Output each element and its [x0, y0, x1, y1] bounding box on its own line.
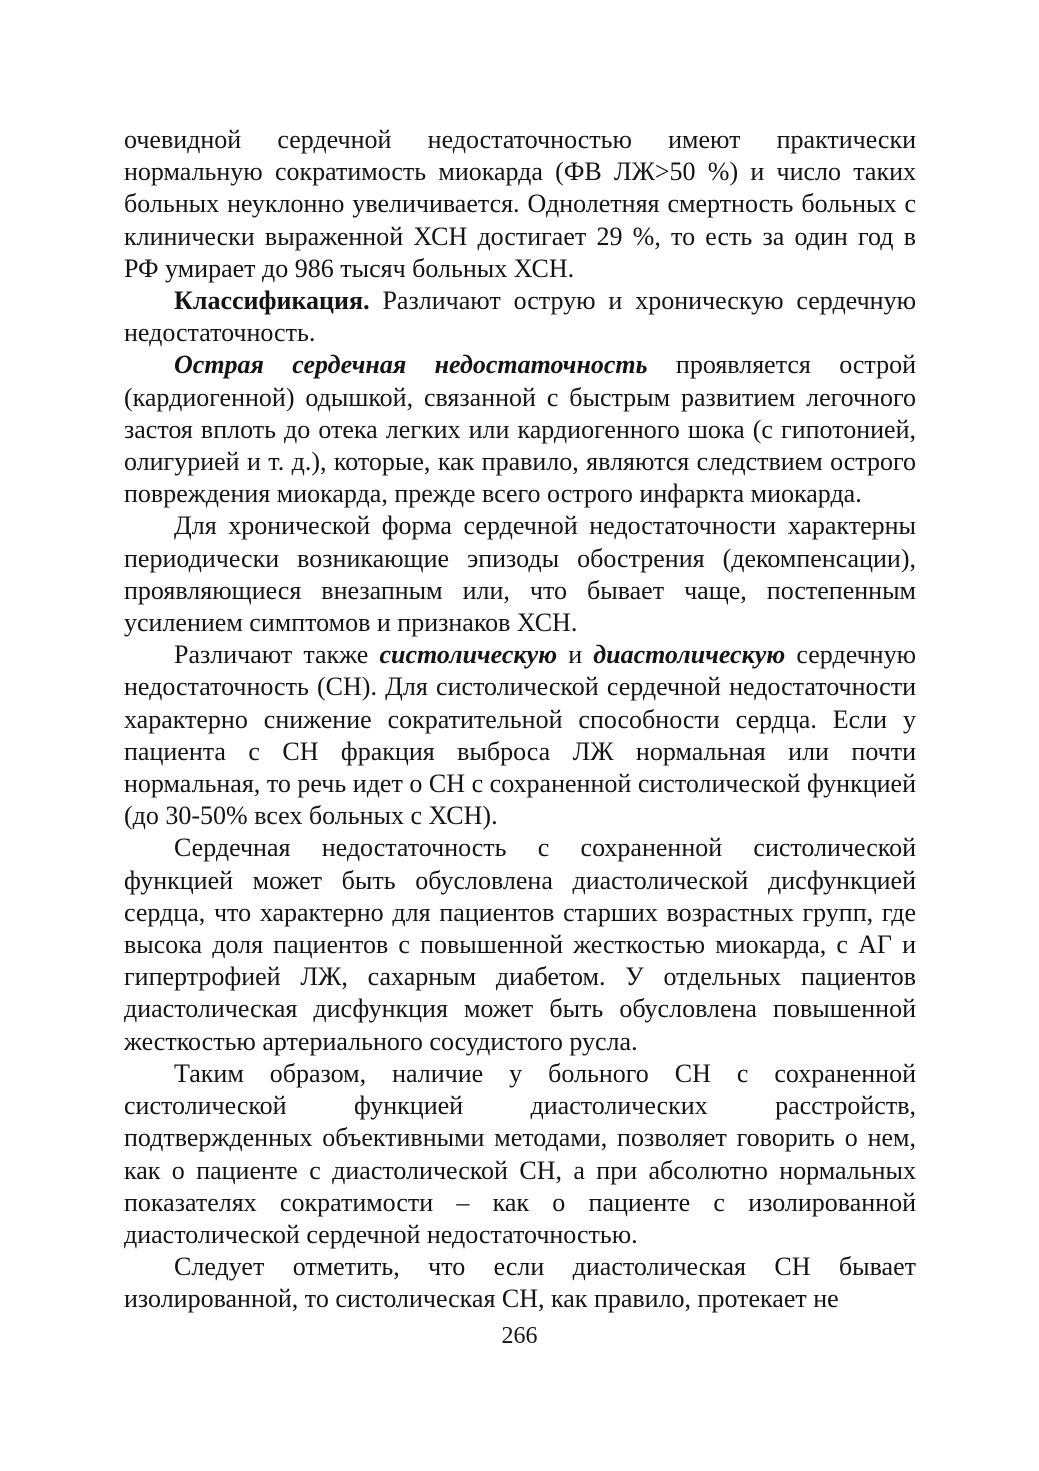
paragraph-systolic-diastolic	[124, 639, 916, 832]
paragraph-classification	[124, 285, 916, 349]
paragraph-continuation: очевидной сердечной недостаточностью имеют практически нормальную сократимость миокарда (ФВ ЛЖ>50 %) и число таких больных неуклонно увеличивается. Однолетняя смертность больных с клинически выраженной ХСН достигает 29 %, то есть за один год в РФ умирает до 986 тысяч больных ХСН.	[124, 125, 916, 283]
paragraph-chronic-hf: Для хронической форма сердечной недостаточности характерны периодически возникающие эпизоды обострения (декомпенсации), проявляющиеся внезапным или, что бывает чаще, постепенным усилением симптомов и признаков ХСН.	[124, 511, 916, 638]
paragraph-acute-hf	[124, 349, 916, 510]
page-number: 266	[501, 1323, 538, 1349]
diastolic-term: диастолическую	[593, 640, 786, 670]
sd-text-b: и	[557, 640, 594, 670]
acute-hf-text: проявляется острой (кардиогенной) одышкой, связанной с быстрым развитием легочного застоя вплоть до отека легких или кардиогенного шока (с гипотонией, олигурией и т. д.), которые, как правило, являются следствием острого повреждения миокарда, прежде всего острого инфаркта миокарда.	[124, 350, 917, 509]
paragraph-preserved-function: Сердечная недостаточность с сохраненной систолической функцией может быть обусловлена диастолической дисфункцией сердца, что характерно для пациентов старших возрастных групп, где высока доля пациентов с повышенной жесткостью миокарда, с АГ и гипертрофией ЛЖ, сахарным диабетом. У отдельных пациентов диастолическая дисфункция может быть обусловлена повышенной жесткостью артериального сосудистого русла.	[124, 833, 916, 1056]
classification-heading: Классификация.	[174, 286, 370, 316]
systolic-term: систолическую	[379, 640, 558, 670]
paragraph-note: Следует отметить, что если диастолическая СН бывает изолированной, то систолическая СН, как правило, протекает не	[124, 1252, 916, 1314]
page-body	[124, 124, 916, 1316]
classification-text: Различают острую и хроническую сердечную недостаточность.	[124, 286, 916, 348]
paragraph-conclusion: Таким образом, наличие у больного СН с сохраненной систолической функцией диастолических расстройств, подтвержденных объективными методами, позволяет говорить о нем, как о пациенте с диастолической СН, а при абсолютно нормальных показателях сократимости – как о пациенте с изолированной диастолической сердечной недостаточностью.	[124, 1058, 916, 1249]
sd-text-c: сердечную недостаточность (СН). Для систолической сердечной недостаточности характерно снижение сократительной способности сердца. Если у пациента с СН фракция выброса ЛЖ нормальная или почти нормальная, то речь идет о СН с сохраненной систолической функцией (до 30-50% всех больных с ХСН).	[124, 640, 916, 831]
sd-text-a: Различают также	[174, 640, 380, 670]
acute-hf-term: Острая сердечная недостаточность	[174, 350, 648, 380]
